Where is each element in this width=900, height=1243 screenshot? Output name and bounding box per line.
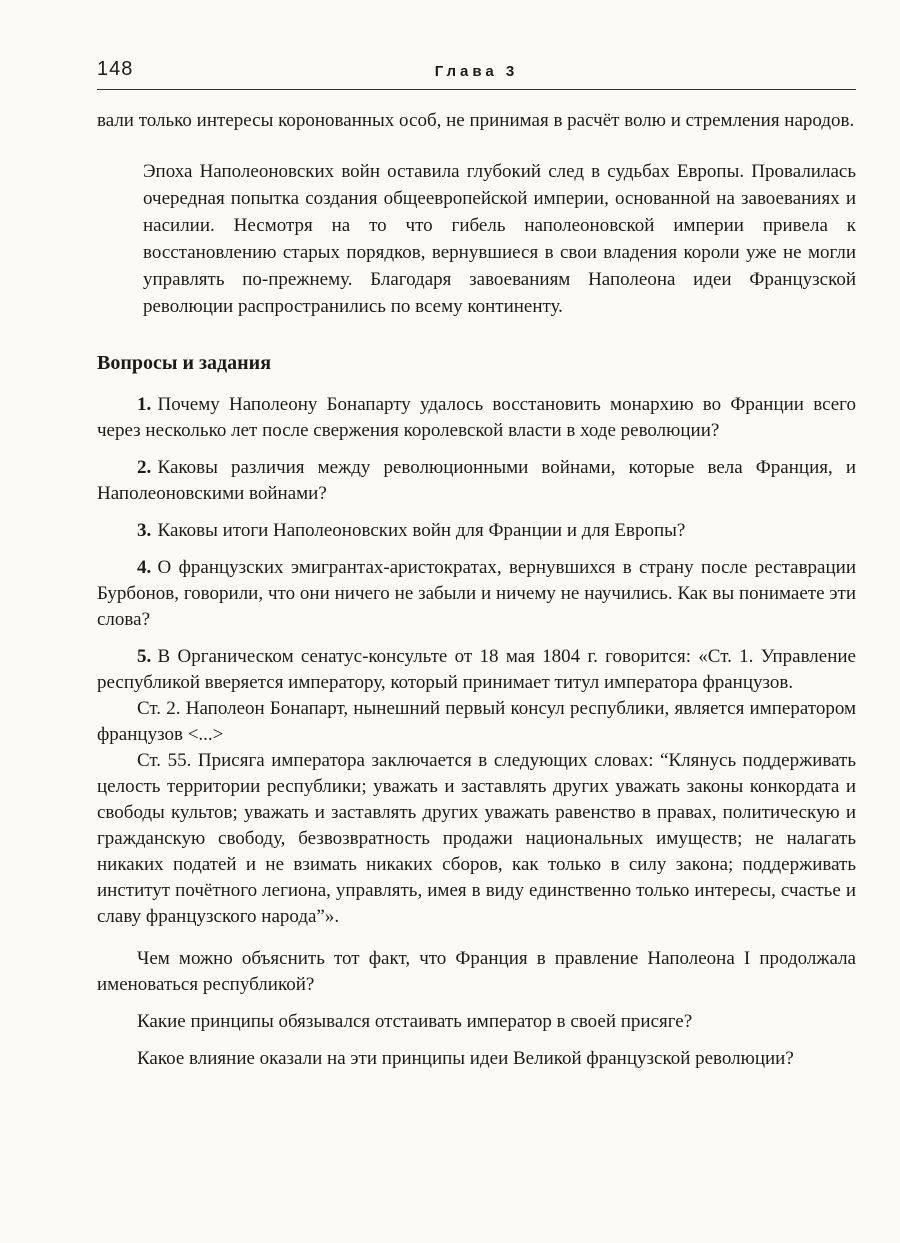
- page-number: 148: [97, 58, 134, 80]
- question-number: 1.: [137, 394, 152, 415]
- summary-paragraph: Эпоха Наполеоновских войн оставила глубокий след в судьбах Европы. Провалилась очередная попытка создания общеевропейской империи, основанной на завоеваниях и насилии. Несмотря на то что гибель наполеоновской империи привела к восстановлению старых порядков, вернувшиеся в свои владения короли уже не могли управлять по-прежнему. Благодаря завоеваниям Наполеона идеи Французской революции распространились по всему континенту.: [143, 161, 856, 317]
- question-paragraph: [97, 696, 856, 748]
- question-text: Каковы итоги Наполеоновских войн для Франции и для Европы?: [157, 520, 686, 541]
- question-paragraph: [97, 946, 856, 998]
- question-text: Почему Наполеону Бонапарту удалось восстановить монархию во Франции всего через несколько лет после свержения королевской власти в ходе революции?: [97, 394, 856, 441]
- question-text: Ст. 2. Наполеон Бонапарт, нынешний первый консул республики, является императором французов <...>: [97, 698, 856, 745]
- question-text: О французских эмигрантах-аристократах, вернувшихся в страну после реставрации Бурбонов, говорили, что они ничего не забыли и ничему не научились. Как вы понимаете эти слова?: [97, 557, 856, 630]
- question-paragraph: [97, 518, 856, 544]
- question-text: Какие принципы обязывался отстаивать император в своей присяге?: [137, 1011, 693, 1032]
- lead-paragraph: вали только интересы коронованных особ, не принимая в расчёт волю и стремления народов.: [97, 110, 855, 131]
- question-text: Ст. 55. Присяга императора заключается в следующих словах: “Клянусь поддерживать целость территории республики; уважать и заставлять других уважать законы конкордата и свободы культов; уважать и заставлять других уважать равенство в правах, политическую и гражданскую свободу, безвозвратность продажи национальных имуществ; не налагать никаких податей и не взимать никаких сборов, как только в силу закона; поддерживать институт почётного легиона, управлять, имея в виду единственно только интересы, счастье и славу французского народа”».: [97, 750, 856, 927]
- question-paragraph: [97, 748, 856, 930]
- question-paragraph: [97, 555, 856, 633]
- question-text: Какое влияние оказали на эти принципы идеи Великой французской революции?: [137, 1048, 794, 1069]
- question-text: Каковы различия между революционными войнами, которые вела Франция, и Наполеоновскими войнами?: [97, 457, 856, 504]
- question-text: В Органическом сенатус-консульте от 18 мая 1804 г. говорится: «Ст. 1. Управление республикой вверяется императору, который принимает титул императора французов.: [97, 646, 856, 693]
- question-paragraph: [97, 455, 856, 507]
- question-number: 2.: [137, 457, 152, 478]
- page-header: [97, 56, 856, 82]
- question-number: 3.: [137, 520, 152, 541]
- questions-heading: Вопросы и задания: [97, 352, 272, 374]
- question-paragraph: [97, 392, 856, 444]
- chapter-header: Глава 3: [434, 63, 519, 80]
- header-rule: [97, 89, 856, 90]
- question-number: 4.: [137, 557, 152, 578]
- question-paragraph: [97, 644, 856, 696]
- question-paragraph: [97, 1009, 856, 1035]
- question-paragraph: [97, 1046, 856, 1072]
- question-text: Чем можно объяснить тот факт, что Франция в правление Наполеона I продолжала именоваться республикой?: [97, 948, 856, 995]
- question-number: 5.: [137, 646, 152, 667]
